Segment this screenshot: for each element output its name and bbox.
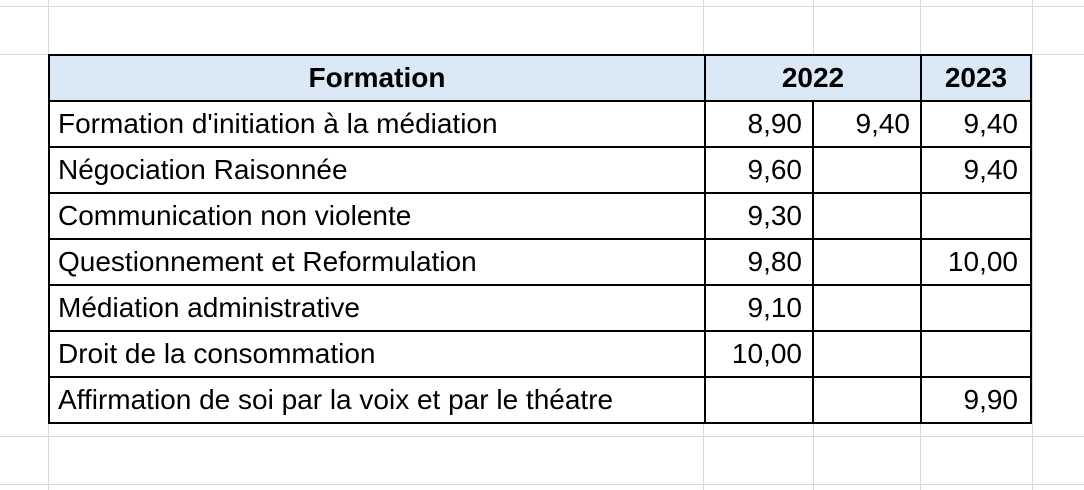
header-formation[interactable]: Formation bbox=[49, 55, 705, 101]
score-2023-cell[interactable]: 9,40 bbox=[921, 147, 1031, 193]
gridline bbox=[0, 6, 1084, 7]
score-2022-b-cell[interactable] bbox=[813, 193, 921, 239]
formation-name-cell[interactable]: Médiation administrative bbox=[49, 285, 705, 331]
gridline bbox=[0, 436, 1084, 437]
score-2022-a-cell[interactable]: 9,80 bbox=[705, 239, 813, 285]
gridline bbox=[0, 484, 1084, 485]
score-2023-cell[interactable] bbox=[921, 331, 1031, 377]
score-2023-cell[interactable]: 10,00 bbox=[921, 239, 1031, 285]
score-2023-cell[interactable] bbox=[921, 193, 1031, 239]
score-2022-a-cell[interactable] bbox=[705, 377, 813, 423]
header-2023[interactable]: 2023 bbox=[921, 55, 1031, 101]
score-2022-b-cell[interactable] bbox=[813, 147, 921, 193]
score-2022-b-cell[interactable] bbox=[813, 285, 921, 331]
header-row bbox=[49, 55, 1031, 101]
table-row bbox=[49, 193, 1031, 239]
score-2022-a-cell[interactable]: 10,00 bbox=[705, 331, 813, 377]
score-2022-a-cell[interactable]: 9,30 bbox=[705, 193, 813, 239]
formation-table bbox=[48, 54, 1032, 424]
table-row bbox=[49, 377, 1031, 423]
table-row bbox=[49, 101, 1031, 147]
score-2022-a-cell[interactable]: 8,90 bbox=[705, 101, 813, 147]
formation-name-cell[interactable]: Négociation Raisonnée bbox=[49, 147, 705, 193]
table-row bbox=[49, 147, 1031, 193]
header-2022[interactable]: 2022 bbox=[705, 55, 921, 101]
score-2022-b-cell[interactable] bbox=[813, 377, 921, 423]
table-row bbox=[49, 331, 1031, 377]
formation-name-cell[interactable]: Communication non violente bbox=[49, 193, 705, 239]
gridline bbox=[1032, 0, 1033, 490]
table-row bbox=[49, 285, 1031, 331]
formation-name-cell[interactable]: Questionnement et Reformulation bbox=[49, 239, 705, 285]
score-2022-b-cell[interactable] bbox=[813, 331, 921, 377]
formation-name-cell[interactable]: Droit de la consommation bbox=[49, 331, 705, 377]
table-row bbox=[49, 239, 1031, 285]
score-2022-b-cell[interactable] bbox=[813, 239, 921, 285]
formation-name-cell[interactable]: Affirmation de soi par la voix et par le théatre bbox=[49, 377, 705, 423]
score-2022-b-cell[interactable]: 9,40 bbox=[813, 101, 921, 147]
score-2023-cell[interactable] bbox=[921, 285, 1031, 331]
formation-name-cell[interactable]: Formation d'initiation à la médiation bbox=[49, 101, 705, 147]
score-2022-a-cell[interactable]: 9,10 bbox=[705, 285, 813, 331]
score-2023-cell[interactable]: 9,90 bbox=[921, 377, 1031, 423]
score-2023-cell[interactable]: 9,40 bbox=[921, 101, 1031, 147]
score-2022-a-cell[interactable]: 9,60 bbox=[705, 147, 813, 193]
